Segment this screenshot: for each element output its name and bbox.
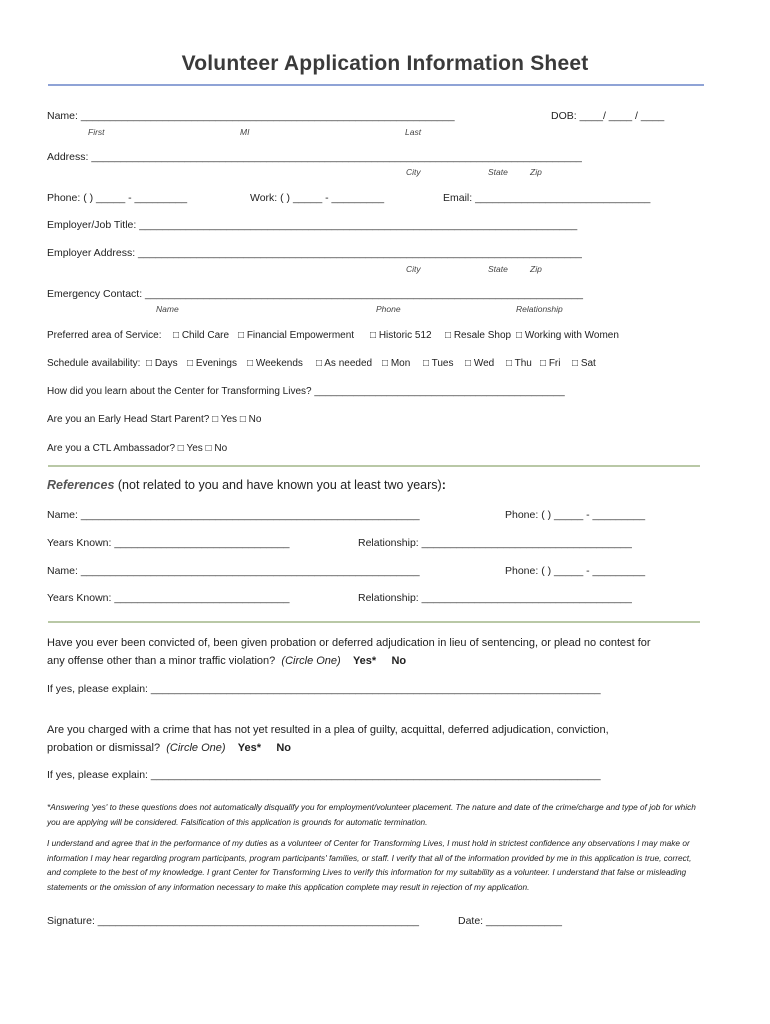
work-phone-field[interactable]: Work: ( ) _____ - _________ — [250, 192, 385, 204]
reference-2-years-field[interactable]: Years Known: ______________________________ — [47, 592, 290, 604]
schedule-option-mon[interactable]: □ Mon — [382, 358, 411, 369]
reference-1-phone-field[interactable]: Phone: ( ) _____ - _________ — [505, 509, 646, 521]
schedule-option-evenings[interactable]: □ Evenings — [187, 358, 237, 369]
schedule-option-wed[interactable]: □ Wed — [465, 358, 495, 369]
charged-yes-option[interactable]: Yes* — [237, 742, 262, 754]
employer-title-field[interactable]: Employer/Job Title: ___________________________________________________________________________ — [47, 219, 578, 231]
date-field[interactable]: Date: _____________ — [458, 915, 562, 927]
service-option-working-with-women[interactable]: □ Working with Women — [516, 330, 619, 341]
charged-circle-one: (Circle One) — [166, 742, 226, 754]
charged-question-line2 — [47, 742, 291, 754]
section-divider-2 — [48, 621, 700, 623]
schedule-option-as-needed[interactable]: □ As needed — [316, 358, 373, 369]
references-note: (not related to you and have known you at least two years) — [114, 478, 442, 492]
references-heading — [47, 478, 446, 492]
emergency-relationship-caption: Relationship — [516, 304, 563, 314]
disclaimer-text: *Answering 'yes' to these questions does not automatically disqualify you for employment/volunteer placement. The nature and date of the crime/charge and type of job for which you are applying will be considered. Falsification of this application is grounds for automatic termination. — [47, 802, 696, 827]
reference-1-years-field[interactable]: Years Known: ______________________________ — [47, 537, 290, 549]
service-label: Preferred area of Service: — [47, 330, 162, 341]
schedule-option-thu[interactable]: □ Thu — [506, 358, 532, 369]
name-mi-caption: MI — [240, 127, 250, 137]
reference-1-name-field[interactable]: Name: __________________________________________________________ — [47, 509, 420, 521]
name-last-caption: Last — [405, 127, 422, 137]
schedule-option-sat[interactable]: □ Sat — [572, 358, 596, 369]
schedule-option-weekends[interactable]: □ Weekends — [247, 358, 303, 369]
conviction-no-option[interactable]: No — [391, 655, 407, 667]
phone-field[interactable]: Phone: ( ) _____ - _________ — [47, 192, 188, 204]
schedule-option-tues[interactable]: □ Tues — [423, 358, 454, 369]
reference-1-relationship-field[interactable]: Relationship: ____________________________________ — [358, 537, 632, 549]
agreement-text: I understand and agree that in the performance of my duties as a volunteer of Center for Transforming Lives, I must hold in strictest confidence any observations I may make or information I may hear regarding program participants, program participants' families, or staff. I verify that all of the information provided by me in this application is true, correct, and complete to the best of my knowledge. I grant Center for Transforming Lives to verify this information for my suitability as a volunteer. I understand that false or misleading statements or the omission of any information necessary to make this application complete may result in rejection of my application. — [47, 838, 692, 892]
section-divider — [48, 465, 700, 467]
reference-2-relationship-field[interactable]: Relationship: ____________________________________ — [358, 592, 632, 604]
email-field[interactable]: Email: ______________________________ — [443, 192, 651, 204]
references-colon: : — [441, 478, 446, 492]
emergency-contact-field[interactable]: Emergency Contact: ___________________________________________________________________________ — [47, 288, 584, 300]
address-city-caption: City — [406, 167, 421, 177]
conviction-question-line1: Have you ever been convicted of, been given probation or deferred adjudication in lieu of sentencing, or plead no contest for — [47, 637, 651, 649]
service-option-historic-512[interactable]: □ Historic 512 — [370, 330, 432, 341]
schedule-option-fri[interactable]: □ Fri — [540, 358, 561, 369]
title-divider — [48, 84, 704, 86]
service-option-financial-empowerment[interactable]: □ Financial Empowerment — [238, 330, 355, 341]
address-state-caption: State — [488, 167, 508, 177]
schedule-option-days[interactable]: □ Days — [146, 358, 178, 369]
references-title: References — [47, 478, 115, 492]
employer-zip-caption: Zip — [530, 264, 542, 274]
emergency-name-caption: Name — [156, 304, 179, 314]
employer-address-field[interactable]: Employer Address: ____________________________________________________________________________ — [47, 247, 582, 259]
name-first-caption: First — [88, 127, 105, 137]
name-field[interactable]: Name: ________________________________________________________________ — [47, 110, 455, 122]
service-option-resale-shop[interactable]: □ Resale Shop — [445, 330, 512, 341]
employer-state-caption: State — [488, 264, 508, 274]
charged-question-text: probation or dismissal? — [47, 742, 161, 754]
reference-2-name-field[interactable]: Name: __________________________________________________________ — [47, 565, 420, 577]
ctl-ambassador-question[interactable]: Are you a CTL Ambassador? □ Yes □ No — [47, 443, 228, 454]
employer-city-caption: City — [406, 264, 421, 274]
reference-2-phone-field[interactable]: Phone: ( ) _____ - _________ — [505, 565, 646, 577]
dob-field[interactable]: DOB: ____/ ____ / ____ — [551, 110, 665, 122]
emergency-phone-caption: Phone — [376, 304, 401, 314]
address-field[interactable]: Address: ____________________________________________________________________________________ — [47, 151, 582, 163]
learn-about-field[interactable]: How did you learn about the Center for Transforming Lives? _____________________________________________ — [47, 386, 565, 397]
conviction-question-text: any offense other than a minor traffic violation? — [47, 655, 276, 667]
early-head-start-question[interactable]: Are you an Early Head Start Parent? □ Yes □ No — [47, 414, 262, 425]
schedule-label: Schedule availability: — [47, 358, 141, 369]
conviction-yes-option[interactable]: Yes* — [352, 655, 377, 667]
address-zip-caption: Zip — [530, 167, 542, 177]
conviction-question-line2 — [47, 655, 406, 667]
charged-no-option[interactable]: No — [276, 742, 291, 754]
page-title: Volunteer Application Information Sheet — [181, 52, 589, 75]
charged-explain-field[interactable]: If yes, please explain: _____________________________________________________________________________ — [47, 769, 601, 781]
charged-question-line1: Are you charged with a crime that has not yet resulted in a plea of guilty, acquittal, deferred adjudication, conviction, — [47, 724, 609, 736]
signature-field[interactable]: Signature: _______________________________________________________ — [47, 915, 419, 927]
conviction-circle-one: (Circle One) — [281, 655, 341, 667]
service-option-child-care[interactable]: □ Child Care — [173, 330, 230, 341]
conviction-explain-field[interactable]: If yes, please explain: _____________________________________________________________________________ — [47, 683, 601, 695]
